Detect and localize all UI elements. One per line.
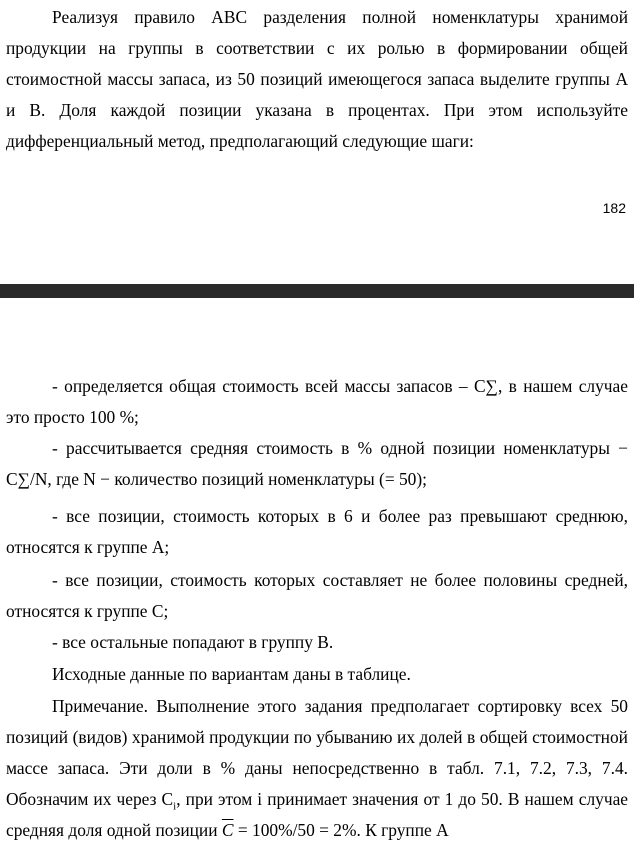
step-group-a: - все позиции, стоимость которых в 6 и более раз превышают среднюю, относятся к группе A;: [6, 506, 628, 557]
note-tail: К группе A: [360, 820, 449, 840]
page-number: 182: [602, 200, 626, 216]
step-total-cost: - определяется общая стоимость всей массы запасов – C∑, в нашем случае это просто 100 %;: [6, 376, 628, 427]
source-note: Исходные данные по вариантам даны в таблице.: [52, 664, 411, 684]
step-group-c: - все позиции, стоимость которых составляет не более половины средней, относятся к группе C;: [6, 570, 628, 621]
page-top: [0, 0, 634, 284]
step-group-b: - все остальные попадают в группу B.: [52, 632, 334, 652]
note-text-a: Примечание. Выполнение этого задания предполагает сортировку всех 50 позиций (видов) хранимой продукции по убыванию их долей в общей стоимостной массе запаса. Эти доли в % даны непосредственно в табл. 7.1, 7.2, 7.3, 7.4. Обозначим их через C: [6, 696, 628, 809]
intro-paragraph: Реализуя правило ABC разделения полной номенклатуры хранимой продукции на группы в соответствии с их ролью в формировании общей стоимостной массы запаса, из 50 позиций имеющегося запаса выделите группы A и B. Доля каждой позиции указана в процентах. При этом используйте дифференциальный метод, предполагающий следующие шаги:: [6, 7, 628, 151]
step-average-cost: - рассчитывается средняя стоимость в % одной позиции номенклатуры − C∑/N, где N − количество позиций номенклатуры (= 50);: [6, 438, 628, 489]
note-text-b: , при этом i принимает значения от 1 до 50. В нашем случае средняя доля одной позиции: [6, 789, 629, 840]
note-paragraph: [6, 691, 628, 846]
note-formula: = 100%/50 = 2%.: [233, 820, 361, 840]
page-separator: [0, 284, 634, 298]
note-subscript: i: [173, 800, 177, 813]
formula-symbol: $\overline{C}$: [221, 820, 234, 840]
